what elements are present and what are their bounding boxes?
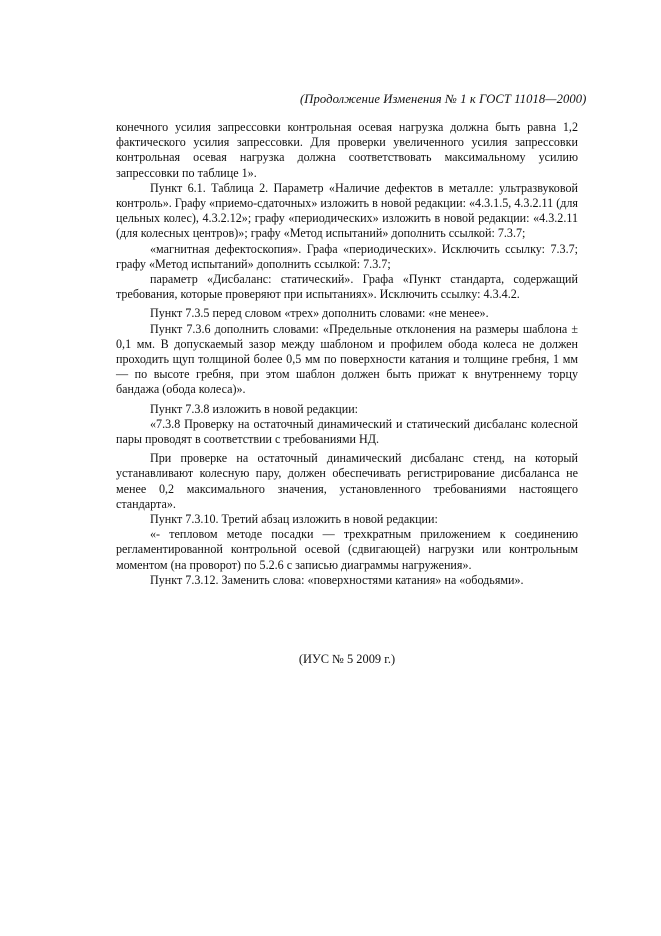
document-body: [116, 120, 578, 588]
page-header: (Продолжение Изменения № 1 к ГОСТ 11018—2000): [300, 92, 587, 106]
paragraph-item-7-3-10-text: «- тепловом методе посадки — трехкратным приложением к соединению регламентированной контрольной осевой (сдвигающей) нагрузки или контрольным моментом (на проворот) по 5.2.6 с записью диаграммы нагружения».: [116, 527, 578, 572]
paragraph-magnetic-defectoscopy: «магнитная дефектоскопия». Графа «периодических». Исключить ссылку: 7.3.7; графу «Метод испытаний» дополнить ссылкой: 7.3.7;: [116, 241, 578, 271]
paragraph-continuation: конечного усилия запрессовки контрольная осевая нагрузка должна быть равна 1,2 фактического усилия запрессовки. Для проверки увеличенного усилия запрессовки контрольная осевая нагрузка должна соответствовать максимальному усилию запрессовки по таблице 1».: [116, 120, 578, 180]
paragraph-item-7-3-5: Пункт 7.3.5 перед словом «трех» дополнить словами: «не менее».: [150, 306, 489, 321]
paragraph-dynamic-imbalance: При проверке на остаточный динамический дисбаланс стенд, на который устанавливают колесную пару, должен обеспечивать регистрирование дисбаланса не менее 0,2 максимального значения, установленного требованиями настоящего стандарта».: [116, 451, 578, 511]
paragraph-item-7-3-10-intro: Пункт 7.3.10. Третий абзац изложить в новой редакции:: [150, 512, 438, 527]
paragraph-static-imbalance: параметр «Дисбаланс: статический». Графа «Пункт стандарта, содержащий требования, которые проверяют при испытаниях». Исключить ссылку: 4.3.4.2.: [116, 272, 578, 302]
paragraph-item-7-3-8-text: «7.3.8 Проверку на остаточный динамический и статический дисбаланс колесной пары проводят в соответствии с требованиями НД.: [116, 416, 578, 447]
paragraph-item-7-3-8-intro: Пункт 7.3.8 изложить в новой редакции:: [150, 401, 359, 416]
paragraph-item-7-3-6: Пункт 7.3.6 дополнить словами: «Предельные отклонения на размеры шаблона ± 0,1 мм. В допускаемый зазор между шаблоном и профилем обода колеса не должен проходить щуп толщиной более 0,5 мм по поверхности катания и толщине гребня, 1 мм — по высоте гребня, при этом шаблон должен быть прижат к внутреннему торцу бандажа (обода колеса)».: [116, 321, 578, 397]
paragraph-item-7-3-12: Пункт 7.3.12. Заменить слова: «поверхностями катания» на «ободьями».: [150, 572, 524, 587]
paragraph-item-6-1: Пункт 6.1. Таблица 2. Параметр «Наличие дефектов в металле: ультразвуковой контроль». Графу «приемо-сдаточных» изложить в новой редакции: «4.3.1.5, 4.3.2.11 (для цельных колес), 4.3.2.12»; графу «периодических» изложить в новой редакции: «4.3.2.11 (для колесных центров)»; графу «Метод испытаний» дополнить ссылкой: 7.3.7;: [116, 180, 578, 241]
source-reference: (ИУС № 5 2009 г.): [298, 652, 396, 666]
